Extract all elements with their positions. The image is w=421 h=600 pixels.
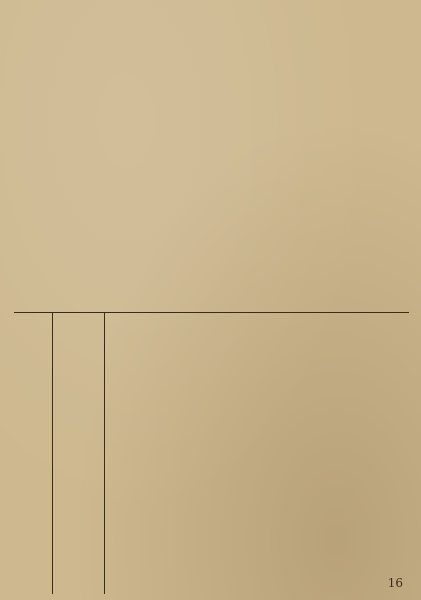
page-number: 16 (387, 576, 403, 590)
imprint-divider (52, 312, 53, 594)
upper-section-divider (14, 312, 409, 313)
imprint-divider (104, 312, 105, 594)
